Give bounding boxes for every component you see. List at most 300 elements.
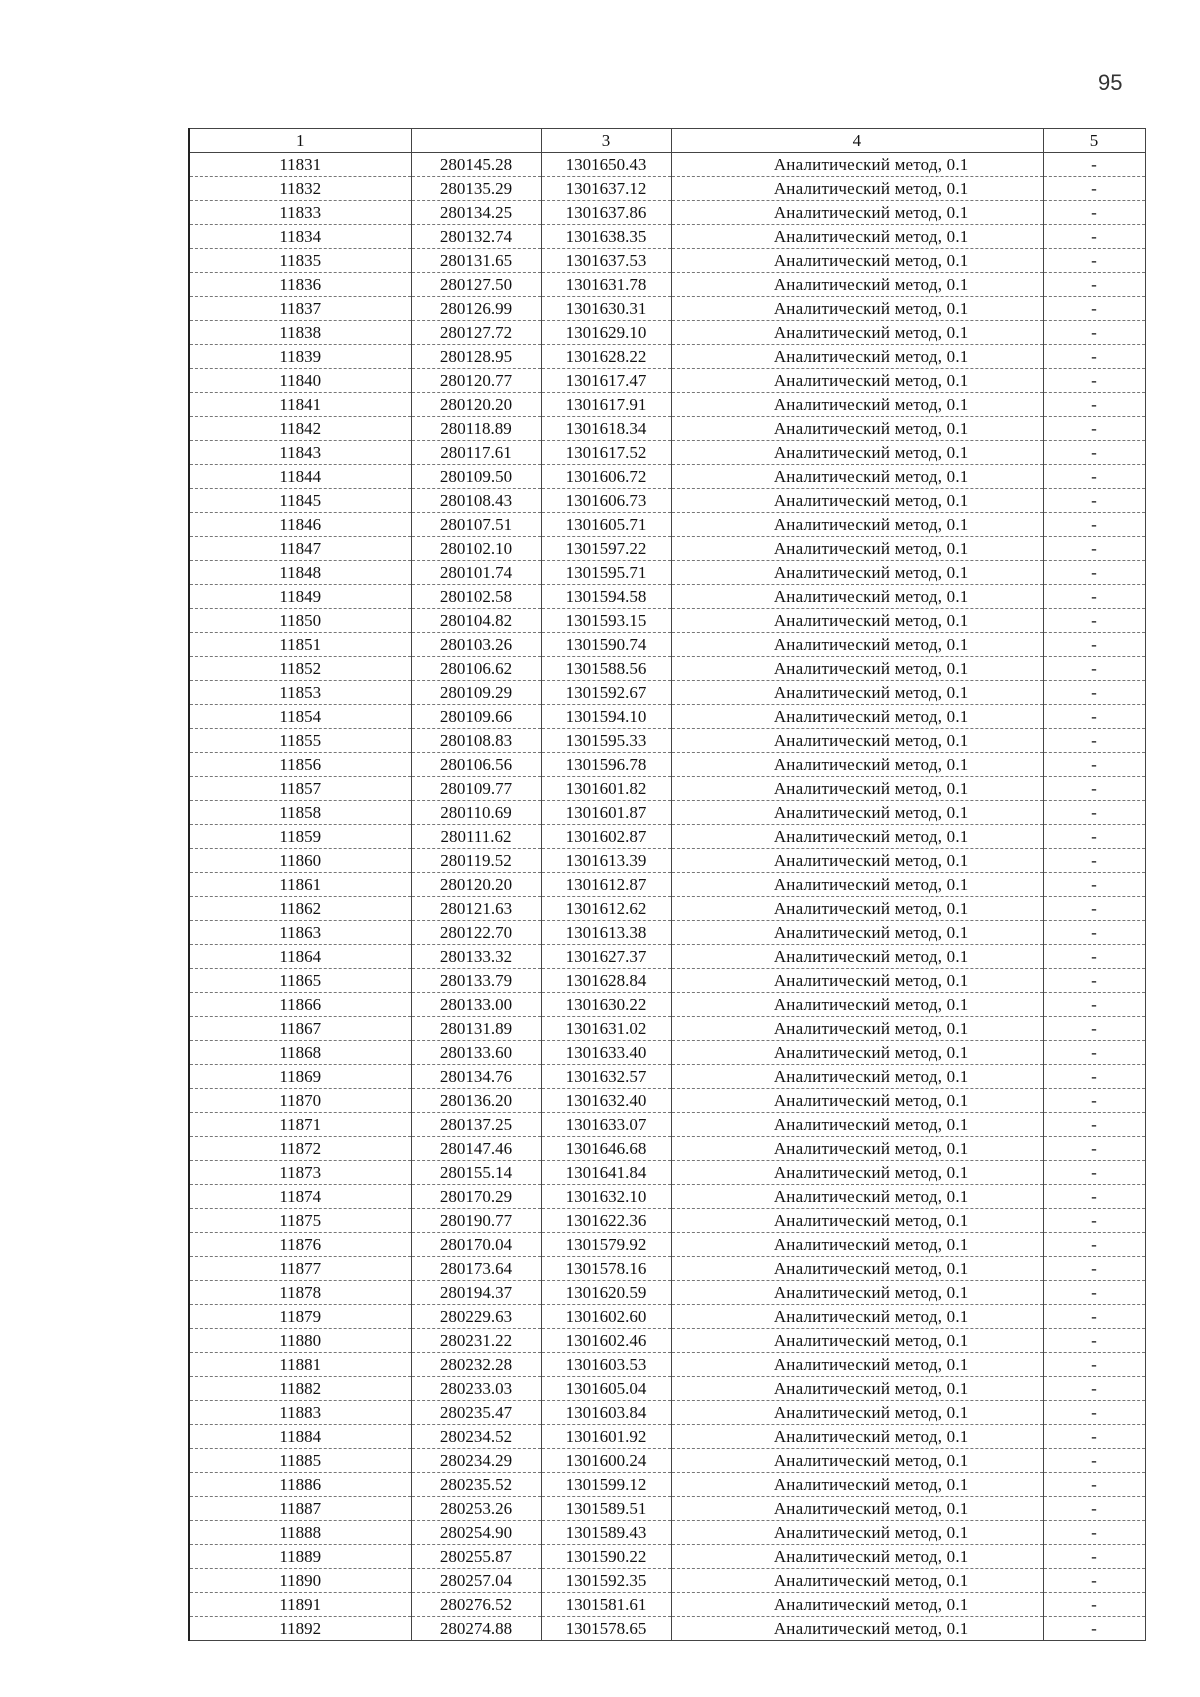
method-cell: Аналитический метод, 0.1 [671, 1113, 1043, 1137]
method-cell: Аналитический метод, 0.1 [671, 1017, 1043, 1041]
x-coordinate-cell: 280229.63 [411, 1305, 541, 1329]
method-cell: Аналитический метод, 0.1 [671, 873, 1043, 897]
y-coordinate-cell: 1301632.40 [541, 1089, 671, 1113]
dash-cell: - [1043, 225, 1145, 249]
y-coordinate-cell: 1301605.04 [541, 1377, 671, 1401]
coordinates-table-container [188, 128, 1144, 1641]
table-row [189, 441, 1145, 465]
method-cell: Аналитический метод, 0.1 [671, 1617, 1043, 1641]
method-cell: Аналитический метод, 0.1 [671, 441, 1043, 465]
table-row [189, 393, 1145, 417]
dash-cell: - [1043, 297, 1145, 321]
x-coordinate-cell: 280276.52 [411, 1593, 541, 1617]
x-coordinate-cell: 280135.29 [411, 177, 541, 201]
header-col-1: 1 [189, 129, 411, 153]
point-number-cell: 11866 [189, 993, 411, 1017]
method-cell: Аналитический метод, 0.1 [671, 897, 1043, 921]
point-number-cell: 11855 [189, 729, 411, 753]
dash-cell: - [1043, 177, 1145, 201]
x-coordinate-cell: 280109.66 [411, 705, 541, 729]
x-coordinate-cell: 280120.20 [411, 393, 541, 417]
x-coordinate-cell: 280104.82 [411, 609, 541, 633]
table-row [189, 1473, 1145, 1497]
table-row [189, 1089, 1145, 1113]
y-coordinate-cell: 1301600.24 [541, 1449, 671, 1473]
point-number-cell: 11831 [189, 153, 411, 177]
point-number-cell: 11852 [189, 657, 411, 681]
y-coordinate-cell: 1301595.33 [541, 729, 671, 753]
x-coordinate-cell: 280253.26 [411, 1497, 541, 1521]
y-coordinate-cell: 1301628.22 [541, 345, 671, 369]
point-number-cell: 11864 [189, 945, 411, 969]
point-number-cell: 11885 [189, 1449, 411, 1473]
y-coordinate-cell: 1301592.67 [541, 681, 671, 705]
point-number-cell: 11844 [189, 465, 411, 489]
dash-cell: - [1043, 1185, 1145, 1209]
y-coordinate-cell: 1301637.86 [541, 201, 671, 225]
x-coordinate-cell: 280133.00 [411, 993, 541, 1017]
header-row [189, 129, 1145, 153]
method-cell: Аналитический метод, 0.1 [671, 633, 1043, 657]
table-row [189, 729, 1145, 753]
x-coordinate-cell: 280145.28 [411, 153, 541, 177]
method-cell: Аналитический метод, 0.1 [671, 849, 1043, 873]
table-row [189, 153, 1145, 177]
point-number-cell: 11846 [189, 513, 411, 537]
point-number-cell: 11891 [189, 1593, 411, 1617]
point-number-cell: 11871 [189, 1113, 411, 1137]
point-number-cell: 11854 [189, 705, 411, 729]
y-coordinate-cell: 1301638.35 [541, 225, 671, 249]
method-cell: Аналитический метод, 0.1 [671, 465, 1043, 489]
point-number-cell: 11862 [189, 897, 411, 921]
dash-cell: - [1043, 969, 1145, 993]
point-number-cell: 11857 [189, 777, 411, 801]
x-coordinate-cell: 280136.20 [411, 1089, 541, 1113]
y-coordinate-cell: 1301617.91 [541, 393, 671, 417]
x-coordinate-cell: 280173.64 [411, 1257, 541, 1281]
method-cell: Аналитический метод, 0.1 [671, 825, 1043, 849]
point-number-cell: 11884 [189, 1425, 411, 1449]
table-row [189, 1521, 1145, 1545]
method-cell: Аналитический метод, 0.1 [671, 201, 1043, 225]
point-number-cell: 11881 [189, 1353, 411, 1377]
table-row [189, 177, 1145, 201]
method-cell: Аналитический метод, 0.1 [671, 1401, 1043, 1425]
point-number-cell: 11861 [189, 873, 411, 897]
x-coordinate-cell: 280170.29 [411, 1185, 541, 1209]
method-cell: Аналитический метод, 0.1 [671, 153, 1043, 177]
method-cell: Аналитический метод, 0.1 [671, 1233, 1043, 1257]
x-coordinate-cell: 280170.04 [411, 1233, 541, 1257]
x-coordinate-cell: 280255.87 [411, 1545, 541, 1569]
dash-cell: - [1043, 513, 1145, 537]
method-cell: Аналитический метод, 0.1 [671, 1569, 1043, 1593]
y-coordinate-cell: 1301589.43 [541, 1521, 671, 1545]
dash-cell: - [1043, 897, 1145, 921]
method-cell: Аналитический метод, 0.1 [671, 1377, 1043, 1401]
point-number-cell: 11840 [189, 369, 411, 393]
x-coordinate-cell: 280109.50 [411, 465, 541, 489]
x-coordinate-cell: 280133.32 [411, 945, 541, 969]
table-row [189, 873, 1145, 897]
method-cell: Аналитический метод, 0.1 [671, 1425, 1043, 1449]
x-coordinate-cell: 280103.26 [411, 633, 541, 657]
point-number-cell: 11841 [189, 393, 411, 417]
method-cell: Аналитический метод, 0.1 [671, 777, 1043, 801]
method-cell: Аналитический метод, 0.1 [671, 1353, 1043, 1377]
y-coordinate-cell: 1301606.73 [541, 489, 671, 513]
method-cell: Аналитический метод, 0.1 [671, 1041, 1043, 1065]
x-coordinate-cell: 280137.25 [411, 1113, 541, 1137]
y-coordinate-cell: 1301632.10 [541, 1185, 671, 1209]
table-row [189, 1425, 1145, 1449]
method-cell: Аналитический метод, 0.1 [671, 1593, 1043, 1617]
y-coordinate-cell: 1301579.92 [541, 1233, 671, 1257]
table-body [189, 153, 1145, 1641]
method-cell: Аналитический метод, 0.1 [671, 321, 1043, 345]
x-coordinate-cell: 280118.89 [411, 417, 541, 441]
method-cell: Аналитический метод, 0.1 [671, 225, 1043, 249]
point-number-cell: 11839 [189, 345, 411, 369]
header-col-3: 3 [541, 129, 671, 153]
table-row [189, 1113, 1145, 1137]
method-cell: Аналитический метод, 0.1 [671, 585, 1043, 609]
dash-cell: - [1043, 1401, 1145, 1425]
table-row [189, 1617, 1145, 1641]
table-row [189, 681, 1145, 705]
point-number-cell: 11889 [189, 1545, 411, 1569]
point-number-cell: 11859 [189, 825, 411, 849]
method-cell: Аналитический метод, 0.1 [671, 1209, 1043, 1233]
dash-cell: - [1043, 681, 1145, 705]
x-coordinate-cell: 280194.37 [411, 1281, 541, 1305]
x-coordinate-cell: 280110.69 [411, 801, 541, 825]
point-number-cell: 11850 [189, 609, 411, 633]
dash-cell: - [1043, 1281, 1145, 1305]
table-row [189, 849, 1145, 873]
point-number-cell: 11875 [189, 1209, 411, 1233]
method-cell: Аналитический метод, 0.1 [671, 177, 1043, 201]
y-coordinate-cell: 1301589.51 [541, 1497, 671, 1521]
method-cell: Аналитический метод, 0.1 [671, 513, 1043, 537]
y-coordinate-cell: 1301605.71 [541, 513, 671, 537]
x-coordinate-cell: 280120.20 [411, 873, 541, 897]
x-coordinate-cell: 280101.74 [411, 561, 541, 585]
dash-cell: - [1043, 369, 1145, 393]
table-row [189, 1449, 1145, 1473]
table-row [189, 1305, 1145, 1329]
dash-cell: - [1043, 657, 1145, 681]
table-row [189, 1017, 1145, 1041]
x-coordinate-cell: 280131.89 [411, 1017, 541, 1041]
y-coordinate-cell: 1301631.02 [541, 1017, 671, 1041]
x-coordinate-cell: 280155.14 [411, 1161, 541, 1185]
table-row [189, 1329, 1145, 1353]
y-coordinate-cell: 1301578.16 [541, 1257, 671, 1281]
x-coordinate-cell: 280111.62 [411, 825, 541, 849]
point-number-cell: 11838 [189, 321, 411, 345]
table-row [189, 801, 1145, 825]
y-coordinate-cell: 1301596.78 [541, 753, 671, 777]
method-cell: Аналитический метод, 0.1 [671, 1137, 1043, 1161]
y-coordinate-cell: 1301599.12 [541, 1473, 671, 1497]
point-number-cell: 11878 [189, 1281, 411, 1305]
y-coordinate-cell: 1301581.61 [541, 1593, 671, 1617]
y-coordinate-cell: 1301590.22 [541, 1545, 671, 1569]
x-coordinate-cell: 280234.29 [411, 1449, 541, 1473]
table-row [189, 1041, 1145, 1065]
method-cell: Аналитический метод, 0.1 [671, 537, 1043, 561]
dash-cell: - [1043, 1377, 1145, 1401]
dash-cell: - [1043, 945, 1145, 969]
table-row [189, 225, 1145, 249]
dash-cell: - [1043, 561, 1145, 585]
dash-cell: - [1043, 921, 1145, 945]
point-number-cell: 11837 [189, 297, 411, 321]
table-row [189, 1353, 1145, 1377]
x-coordinate-cell: 280132.74 [411, 225, 541, 249]
method-cell: Аналитический метод, 0.1 [671, 1521, 1043, 1545]
method-cell: Аналитический метод, 0.1 [671, 273, 1043, 297]
method-cell: Аналитический метод, 0.1 [671, 1281, 1043, 1305]
y-coordinate-cell: 1301646.68 [541, 1137, 671, 1161]
table-row [189, 1281, 1145, 1305]
point-number-cell: 11863 [189, 921, 411, 945]
y-coordinate-cell: 1301617.47 [541, 369, 671, 393]
x-coordinate-cell: 280147.46 [411, 1137, 541, 1161]
x-coordinate-cell: 280119.52 [411, 849, 541, 873]
dash-cell: - [1043, 1161, 1145, 1185]
x-coordinate-cell: 280274.88 [411, 1617, 541, 1641]
y-coordinate-cell: 1301630.22 [541, 993, 671, 1017]
point-number-cell: 11873 [189, 1161, 411, 1185]
method-cell: Аналитический метод, 0.1 [671, 1257, 1043, 1281]
y-coordinate-cell: 1301602.87 [541, 825, 671, 849]
table-row [189, 1593, 1145, 1617]
method-cell: Аналитический метод, 0.1 [671, 345, 1043, 369]
dash-cell: - [1043, 585, 1145, 609]
x-coordinate-cell: 280131.65 [411, 249, 541, 273]
x-coordinate-cell: 280126.99 [411, 297, 541, 321]
point-number-cell: 11887 [189, 1497, 411, 1521]
y-coordinate-cell: 1301613.38 [541, 921, 671, 945]
dash-cell: - [1043, 321, 1145, 345]
table-row [189, 1497, 1145, 1521]
method-cell: Аналитический метод, 0.1 [671, 417, 1043, 441]
point-number-cell: 11865 [189, 969, 411, 993]
y-coordinate-cell: 1301620.59 [541, 1281, 671, 1305]
y-coordinate-cell: 1301594.10 [541, 705, 671, 729]
method-cell: Аналитический метод, 0.1 [671, 1473, 1043, 1497]
x-coordinate-cell: 280233.03 [411, 1377, 541, 1401]
dash-cell: - [1043, 1065, 1145, 1089]
table-row [189, 417, 1145, 441]
point-number-cell: 11845 [189, 489, 411, 513]
y-coordinate-cell: 1301618.34 [541, 417, 671, 441]
y-coordinate-cell: 1301597.22 [541, 537, 671, 561]
dash-cell: - [1043, 801, 1145, 825]
point-number-cell: 11880 [189, 1329, 411, 1353]
y-coordinate-cell: 1301631.78 [541, 273, 671, 297]
y-coordinate-cell: 1301617.52 [541, 441, 671, 465]
y-coordinate-cell: 1301602.46 [541, 1329, 671, 1353]
y-coordinate-cell: 1301601.92 [541, 1425, 671, 1449]
table-row [189, 993, 1145, 1017]
table-row [189, 609, 1145, 633]
dash-cell: - [1043, 1449, 1145, 1473]
table-row [189, 753, 1145, 777]
y-coordinate-cell: 1301641.84 [541, 1161, 671, 1185]
method-cell: Аналитический метод, 0.1 [671, 1449, 1043, 1473]
dash-cell: - [1043, 153, 1145, 177]
dash-cell: - [1043, 1137, 1145, 1161]
dash-cell: - [1043, 1497, 1145, 1521]
y-coordinate-cell: 1301588.56 [541, 657, 671, 681]
y-coordinate-cell: 1301633.40 [541, 1041, 671, 1065]
method-cell: Аналитический метод, 0.1 [671, 1497, 1043, 1521]
table-row [189, 1377, 1145, 1401]
x-coordinate-cell: 280108.83 [411, 729, 541, 753]
dash-cell: - [1043, 393, 1145, 417]
method-cell: Аналитический метод, 0.1 [671, 729, 1043, 753]
point-number-cell: 11836 [189, 273, 411, 297]
x-coordinate-cell: 280127.50 [411, 273, 541, 297]
x-coordinate-cell: 280235.52 [411, 1473, 541, 1497]
dash-cell: - [1043, 273, 1145, 297]
y-coordinate-cell: 1301593.15 [541, 609, 671, 633]
dash-cell: - [1043, 993, 1145, 1017]
x-coordinate-cell: 280106.62 [411, 657, 541, 681]
method-cell: Аналитический метод, 0.1 [671, 921, 1043, 945]
x-coordinate-cell: 280134.25 [411, 201, 541, 225]
method-cell: Аналитический метод, 0.1 [671, 393, 1043, 417]
point-number-cell: 11883 [189, 1401, 411, 1425]
x-coordinate-cell: 280121.63 [411, 897, 541, 921]
point-number-cell: 11879 [189, 1305, 411, 1329]
y-coordinate-cell: 1301630.31 [541, 297, 671, 321]
point-number-cell: 11842 [189, 417, 411, 441]
point-number-cell: 11847 [189, 537, 411, 561]
point-number-cell: 11835 [189, 249, 411, 273]
dash-cell: - [1043, 345, 1145, 369]
dash-cell: - [1043, 1353, 1145, 1377]
point-number-cell: 11834 [189, 225, 411, 249]
table-row [189, 1401, 1145, 1425]
dash-cell: - [1043, 1329, 1145, 1353]
x-coordinate-cell: 280127.72 [411, 321, 541, 345]
method-cell: Аналитический метод, 0.1 [671, 753, 1043, 777]
dash-cell: - [1043, 1233, 1145, 1257]
table-header [189, 129, 1145, 153]
dash-cell: - [1043, 1305, 1145, 1329]
method-cell: Аналитический метод, 0.1 [671, 369, 1043, 393]
point-number-cell: 11892 [189, 1617, 411, 1641]
table-row [189, 1137, 1145, 1161]
method-cell: Аналитический метод, 0.1 [671, 1329, 1043, 1353]
table-row [189, 297, 1145, 321]
dash-cell: - [1043, 873, 1145, 897]
y-coordinate-cell: 1301622.36 [541, 1209, 671, 1233]
y-coordinate-cell: 1301601.87 [541, 801, 671, 825]
x-coordinate-cell: 280108.43 [411, 489, 541, 513]
table-row [189, 1257, 1145, 1281]
method-cell: Аналитический метод, 0.1 [671, 945, 1043, 969]
y-coordinate-cell: 1301603.53 [541, 1353, 671, 1377]
dash-cell: - [1043, 1593, 1145, 1617]
dash-cell: - [1043, 633, 1145, 657]
table-row [189, 273, 1145, 297]
table-row [189, 633, 1145, 657]
y-coordinate-cell: 1301595.71 [541, 561, 671, 585]
method-cell: Аналитический метод, 0.1 [671, 1089, 1043, 1113]
point-number-cell: 11868 [189, 1041, 411, 1065]
y-coordinate-cell: 1301602.60 [541, 1305, 671, 1329]
method-cell: Аналитический метод, 0.1 [671, 681, 1043, 705]
dash-cell: - [1043, 417, 1145, 441]
y-coordinate-cell: 1301578.65 [541, 1617, 671, 1641]
dash-cell: - [1043, 1209, 1145, 1233]
dash-cell: - [1043, 489, 1145, 513]
method-cell: Аналитический метод, 0.1 [671, 1185, 1043, 1209]
point-number-cell: 11849 [189, 585, 411, 609]
x-coordinate-cell: 280254.90 [411, 1521, 541, 1545]
point-number-cell: 11851 [189, 633, 411, 657]
point-number-cell: 11876 [189, 1233, 411, 1257]
point-number-cell: 11833 [189, 201, 411, 225]
method-cell: Аналитический метод, 0.1 [671, 561, 1043, 585]
table-row [189, 657, 1145, 681]
header-col-5: 5 [1043, 129, 1145, 153]
y-coordinate-cell: 1301606.72 [541, 465, 671, 489]
method-cell: Аналитический метод, 0.1 [671, 1161, 1043, 1185]
dash-cell: - [1043, 1017, 1145, 1041]
dash-cell: - [1043, 753, 1145, 777]
y-coordinate-cell: 1301637.53 [541, 249, 671, 273]
x-coordinate-cell: 280107.51 [411, 513, 541, 537]
x-coordinate-cell: 280231.22 [411, 1329, 541, 1353]
y-coordinate-cell: 1301594.58 [541, 585, 671, 609]
dash-cell: - [1043, 825, 1145, 849]
x-coordinate-cell: 280234.52 [411, 1425, 541, 1449]
table-row [189, 249, 1145, 273]
table-row [189, 945, 1145, 969]
y-coordinate-cell: 1301613.39 [541, 849, 671, 873]
table-row [189, 585, 1145, 609]
coordinates-table [188, 128, 1146, 1641]
point-number-cell: 11867 [189, 1017, 411, 1041]
point-number-cell: 11848 [189, 561, 411, 585]
method-cell: Аналитический метод, 0.1 [671, 1545, 1043, 1569]
x-coordinate-cell: 280117.61 [411, 441, 541, 465]
method-cell: Аналитический метод, 0.1 [671, 249, 1043, 273]
method-cell: Аналитический метод, 0.1 [671, 969, 1043, 993]
dash-cell: - [1043, 1569, 1145, 1593]
point-number-cell: 11872 [189, 1137, 411, 1161]
dash-cell: - [1043, 1041, 1145, 1065]
x-coordinate-cell: 280109.77 [411, 777, 541, 801]
page-number: 95 [1098, 70, 1123, 95]
y-coordinate-cell: 1301627.37 [541, 945, 671, 969]
table-row [189, 1545, 1145, 1569]
point-number-cell: 11877 [189, 1257, 411, 1281]
x-coordinate-cell: 280102.10 [411, 537, 541, 561]
point-number-cell: 11856 [189, 753, 411, 777]
x-coordinate-cell: 280134.76 [411, 1065, 541, 1089]
y-coordinate-cell: 1301629.10 [541, 321, 671, 345]
x-coordinate-cell: 280235.47 [411, 1401, 541, 1425]
point-number-cell: 11843 [189, 441, 411, 465]
